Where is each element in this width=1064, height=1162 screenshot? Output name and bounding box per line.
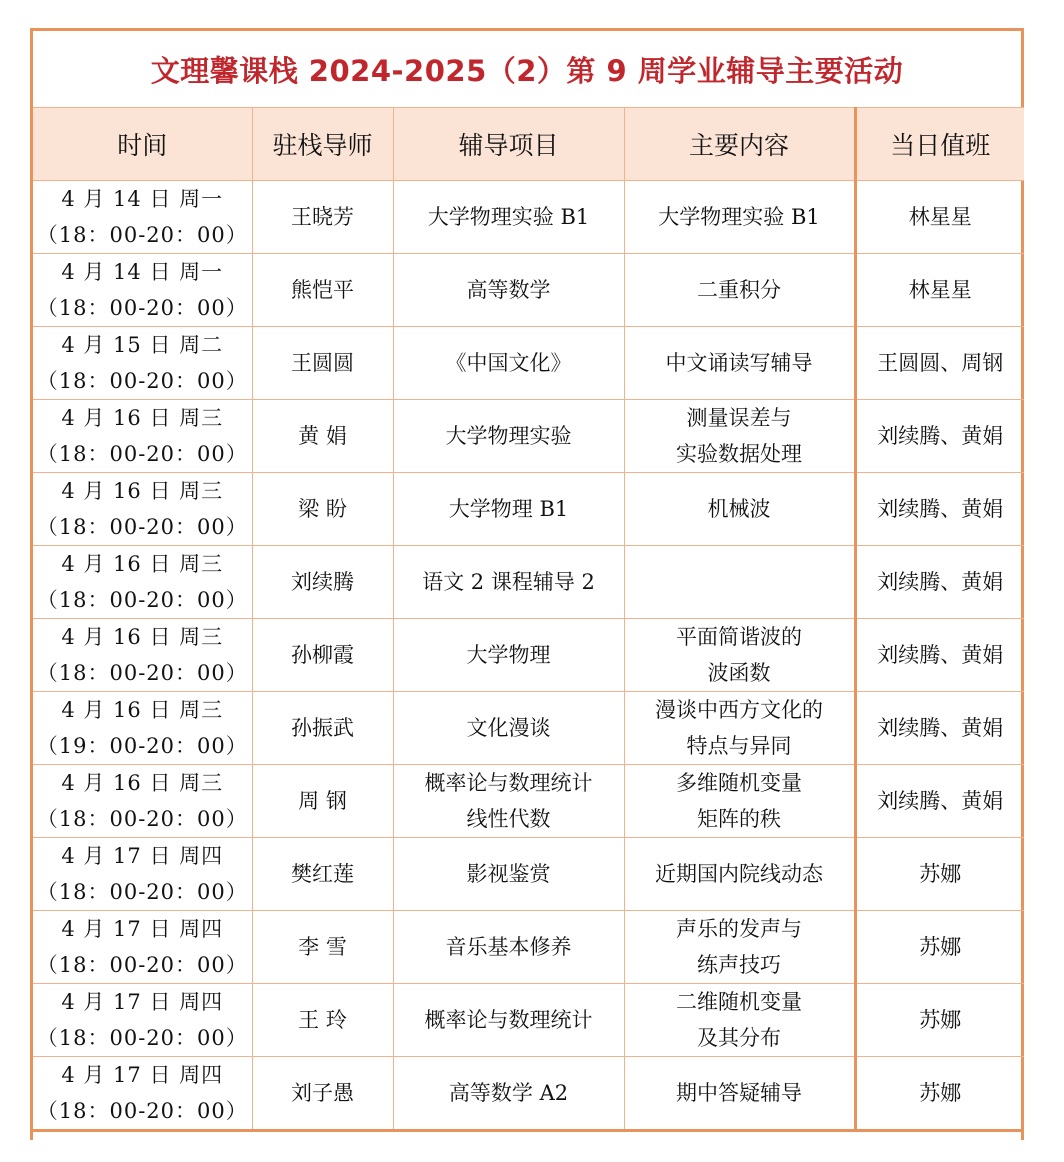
time-cell: [33, 911, 252, 984]
tutor-cell-line: 孙柳霞: [291, 643, 354, 667]
content-cell-line: 机械波: [707, 497, 771, 521]
time-cell-line: 4 月 14 日 周一: [61, 260, 224, 284]
time-cell-line: （18：00-20：00）: [36, 807, 248, 831]
project-cell: [393, 327, 624, 400]
content-cell-line: 二重积分: [697, 278, 781, 302]
project-cell-line: 《中国文化》: [445, 351, 572, 375]
content-cell: [624, 838, 855, 911]
tutor-cell-line: 樊红莲: [291, 862, 354, 886]
time-cell-line: （18：00-20：00）: [36, 588, 248, 612]
content-cell: [624, 692, 855, 765]
time-cell: [33, 765, 252, 838]
tutor-cell: [252, 984, 393, 1057]
tutor-cell-line: 黄 娟: [298, 424, 347, 448]
project-cell-line: 大学物理: [466, 643, 551, 667]
content-cell: [624, 473, 855, 546]
time-cell-line: 4 月 16 日 周三: [61, 771, 224, 795]
duty-cell: [855, 181, 1024, 254]
content-cell-line: 实验数据处理: [676, 442, 802, 466]
duty-cell: [855, 546, 1024, 619]
tutor-cell-line: 刘续腾: [291, 570, 354, 594]
tutor-cell: [252, 619, 393, 692]
time-cell-line: （18：00-20：00）: [36, 296, 248, 320]
time-cell: [33, 1057, 252, 1131]
tutor-cell-line: 王晓芳: [291, 205, 354, 229]
content-cell-line: 大学物理实验 B1: [658, 205, 820, 229]
time-cell: [33, 838, 252, 911]
tutor-cell-line: 熊恺平: [291, 278, 354, 302]
table-row: [33, 911, 1024, 984]
time-cell-line: （18：00-20：00）: [36, 953, 248, 977]
tutor-cell-line: 刘子愚: [291, 1081, 354, 1105]
table-row: [33, 984, 1024, 1057]
content-cell-line: 特点与异同: [686, 734, 792, 758]
tutor-cell: [252, 327, 393, 400]
project-cell-line: 大学物理实验: [445, 424, 572, 448]
table-row: [33, 327, 1024, 400]
tutor-cell: [252, 181, 393, 254]
project-cell: [393, 181, 624, 254]
duty-cell: [855, 838, 1024, 911]
project-cell: [393, 1057, 624, 1131]
time-cell-line: （18：00-20：00）: [36, 442, 248, 466]
duty-cell: [855, 765, 1024, 838]
time-cell-line: 4 月 17 日 周四: [61, 917, 224, 941]
project-cell: [393, 911, 624, 984]
project-cell-line: 影视鉴赏: [466, 862, 551, 886]
time-cell-line: （18：00-20：00）: [36, 661, 248, 685]
time-cell: [33, 692, 252, 765]
content-cell: [624, 254, 855, 327]
tutor-cell-line: 周 钢: [298, 789, 347, 813]
tutor-cell: [252, 400, 393, 473]
header-time: 时间: [33, 108, 252, 181]
duty-cell-line: 林星星: [908, 205, 972, 229]
time-cell-line: （18：00-20：00）: [36, 223, 248, 247]
time-cell-line: 4 月 16 日 周三: [61, 698, 224, 722]
duty-cell: [855, 254, 1024, 327]
duty-cell-line: 刘续腾、黄娟: [877, 424, 1004, 448]
duty-cell-line: 苏娜: [919, 1081, 962, 1105]
time-cell-line: 4 月 15 日 周二: [61, 333, 224, 357]
tutor-cell: [252, 765, 393, 838]
content-cell: [624, 181, 855, 254]
table-row: [33, 619, 1024, 692]
duty-cell: [855, 619, 1024, 692]
content-cell-line: 期中答疑辅导: [676, 1081, 802, 1105]
project-cell: [393, 838, 624, 911]
duty-cell: [855, 984, 1024, 1057]
project-cell-line: 高等数学 A2: [448, 1081, 569, 1105]
duty-cell-line: 苏娜: [919, 935, 962, 959]
header-content: 主要内容: [624, 108, 855, 181]
time-cell-line: 4 月 14 日 周一: [61, 187, 224, 211]
duty-cell-line: 刘续腾、黄娟: [877, 497, 1004, 521]
tutor-cell-line: 王圆圆: [291, 351, 354, 375]
time-cell-line: （18：00-20：00）: [36, 369, 248, 393]
content-cell-line: 漫谈中西方文化的: [655, 698, 823, 722]
content-cell-line: 及其分布: [697, 1026, 781, 1050]
content-cell: [624, 911, 855, 984]
project-cell: [393, 619, 624, 692]
content-cell-line: 矩阵的秩: [697, 807, 781, 831]
content-cell-line: 练声技巧: [697, 953, 781, 977]
duty-cell-line: 苏娜: [919, 1008, 962, 1032]
time-cell-line: 4 月 17 日 周四: [61, 844, 224, 868]
project-cell-line: 大学物理 B1: [448, 497, 569, 521]
time-cell-line: 4 月 16 日 周三: [61, 552, 224, 576]
time-cell-line: （18：00-20：00）: [36, 1026, 248, 1050]
table-row: [33, 1057, 1024, 1131]
content-cell-line: 平面简谐波的: [676, 625, 802, 649]
time-cell-line: 4 月 17 日 周四: [61, 990, 224, 1014]
time-cell-line: 4 月 16 日 周三: [61, 479, 224, 503]
time-cell: [33, 619, 252, 692]
table-row: [33, 254, 1024, 327]
project-cell: [393, 692, 624, 765]
table-row: [33, 765, 1024, 838]
duty-cell: [855, 692, 1024, 765]
content-cell-line: 多维随机变量: [676, 771, 802, 795]
duty-cell-line: 刘续腾、黄娟: [877, 789, 1004, 813]
content-cell-line: 二维随机变量: [676, 990, 802, 1014]
content-cell: [624, 1057, 855, 1131]
tutor-cell-line: 孙振武: [291, 716, 354, 740]
duty-cell: [855, 1057, 1024, 1131]
project-cell: [393, 765, 624, 838]
header-project: 辅导项目: [393, 108, 624, 181]
duty-cell-line: 王圆圆、周钢: [877, 351, 1004, 375]
duty-cell: [855, 473, 1024, 546]
time-cell-line: 4 月 17 日 周四: [61, 1063, 224, 1087]
content-cell-line: 测量误差与: [686, 406, 792, 430]
table-row: [33, 473, 1024, 546]
duty-cell-line: 苏娜: [919, 862, 962, 886]
time-cell-line: （18：00-20：00）: [36, 880, 248, 904]
time-cell: [33, 984, 252, 1057]
duty-cell-line: 刘续腾、黄娟: [877, 570, 1004, 594]
table-row: [33, 181, 1024, 254]
tutor-cell: [252, 692, 393, 765]
content-cell: [624, 327, 855, 400]
content-cell-line: 近期国内院线动态: [655, 862, 823, 886]
schedule-table: [33, 107, 1024, 1132]
project-cell-line: 概率论与数理统计: [424, 771, 593, 795]
duty-cell: [855, 400, 1024, 473]
project-cell: [393, 473, 624, 546]
time-cell-line: （19：00-20：00）: [36, 734, 248, 758]
project-cell: [393, 400, 624, 473]
content-cell-line: 中文诵读写辅导: [665, 351, 813, 375]
project-cell-line: 高等数学: [466, 278, 551, 302]
time-cell: [33, 327, 252, 400]
content-cell: [624, 400, 855, 473]
page-title: 文理馨课栈 2024-2025（2）第 9 周学业辅导主要活动: [150, 53, 904, 88]
project-cell: [393, 254, 624, 327]
tutor-cell-line: 梁 盼: [298, 497, 347, 521]
content-cell: [624, 546, 855, 619]
tutor-cell: [252, 546, 393, 619]
tutor-cell: [252, 911, 393, 984]
table-row: [33, 546, 1024, 619]
tutor-cell-line: 王 玲: [298, 1008, 347, 1032]
duty-cell: [855, 911, 1024, 984]
project-cell: [393, 546, 624, 619]
header-duty: 当日值班: [855, 108, 1024, 181]
tutor-cell-line: 李 雪: [298, 935, 347, 959]
tutor-cell: [252, 254, 393, 327]
table-row: [33, 400, 1024, 473]
time-cell-line: （18：00-20：00）: [36, 515, 248, 539]
duty-cell-line: 林星星: [908, 278, 972, 302]
time-cell: [33, 546, 252, 619]
header-tutor: 驻栈导师: [252, 108, 393, 181]
content-cell: [624, 765, 855, 838]
content-cell: [624, 984, 855, 1057]
project-cell-line: 线性代数: [466, 807, 551, 831]
time-cell: [33, 254, 252, 327]
time-cell-line: 4 月 16 日 周三: [61, 625, 224, 649]
time-cell-line: （18：00-20：00）: [36, 1099, 248, 1123]
project-cell-line: 语文 2 课程辅导 2: [422, 570, 595, 594]
time-cell: [33, 400, 252, 473]
table-row: [33, 692, 1024, 765]
time-cell: [33, 473, 252, 546]
schedule-frame: [30, 28, 1024, 1140]
content-cell: [624, 619, 855, 692]
tutor-cell: [252, 473, 393, 546]
time-cell: [33, 181, 252, 254]
tutor-cell: [252, 838, 393, 911]
duty-cell-line: 刘续腾、黄娟: [877, 643, 1004, 667]
table-row: [33, 838, 1024, 911]
project-cell-line: 概率论与数理统计: [424, 1008, 593, 1032]
project-cell-line: 音乐基本修养: [445, 935, 572, 959]
duty-cell-line: 刘续腾、黄娟: [877, 716, 1004, 740]
project-cell-line: 大学物理实验 B1: [427, 205, 590, 229]
tutor-cell: [252, 1057, 393, 1131]
content-cell-line: 声乐的发声与: [676, 917, 802, 941]
project-cell: [393, 984, 624, 1057]
table-header-row: [33, 108, 1024, 181]
content-cell-line: 波函数: [707, 661, 771, 685]
duty-cell: [855, 327, 1024, 400]
project-cell-line: 文化漫谈: [466, 716, 551, 740]
time-cell-line: 4 月 16 日 周三: [61, 406, 224, 430]
